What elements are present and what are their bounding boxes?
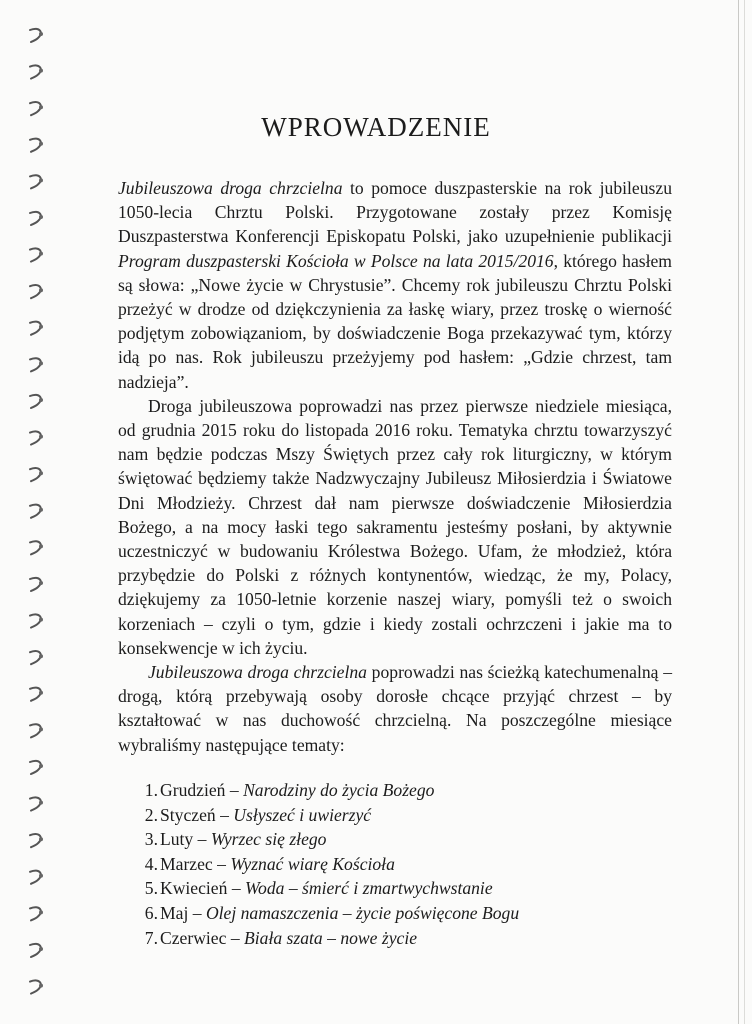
spiral-binding — [0, 0, 60, 1024]
topic-number: 3. — [144, 829, 158, 850]
topic-theme: Wyznać wiarę Kościoła — [230, 853, 395, 874]
spiral-hole — [39, 727, 43, 731]
topic-item — [130, 778, 519, 803]
spiral-hole — [39, 398, 43, 402]
topic-separator: – — [225, 780, 244, 800]
spiral-coil — [30, 578, 41, 591]
topic-separator: – — [193, 829, 211, 850]
spiral-coil — [30, 431, 41, 444]
paragraph-text: , którego hasłem są słowa: „Nowe życie w Chrystusie”. Chcemy rok jubileuszu Chrztu Polski przeżyć w drodze od dziękczynienia za łaskę wiary, przez troskę o wierność podjętym zobowiązaniom, by doświadczenie Boga przekazywać tym, którzy idą po nas. Rok jubileuszu przeżyjemy pod hasłem: „Gdzie chrzest, tam nadzieja”. — [118, 250, 672, 392]
spiral-hole — [39, 910, 43, 914]
topic-theme: Olej namaszczenia – życie poświęcone Bogu — [205, 902, 520, 923]
topic-number: 2. — [144, 804, 158, 825]
spiral-hole — [39, 801, 43, 805]
spiral-coil — [30, 834, 41, 847]
spiral-coil — [30, 285, 41, 298]
spiral-coil — [30, 29, 41, 42]
spiral-hole — [39, 618, 43, 622]
topic-theme: Usłyszeć i uwierzyć — [233, 804, 372, 825]
spiral-coil — [30, 797, 41, 810]
paragraph-2 — [118, 394, 672, 660]
paragraph-text: poprowadzi nas ścieżką katechumenalną – drogą, którą przebywają osoby dorosłe chcące przyjąć chrzest – by kształtować w nas duchowość chrzcielną. Na poszczególne miesiące wybraliśmy następujące tematy: — [118, 662, 672, 755]
spiral-hole — [39, 764, 43, 768]
page-title: WPROWADZENIE — [261, 112, 491, 143]
spiral-coil — [30, 980, 41, 993]
spiral-coil — [30, 724, 41, 737]
spiral-coil — [30, 322, 41, 335]
spiral-coil — [30, 505, 41, 518]
paragraph-1 — [118, 176, 672, 394]
italic-title: Program duszpasterski Kościoła w Polsce na lata 2015/2016 — [118, 250, 554, 271]
spiral-hole — [39, 215, 43, 219]
spiral-hole — [39, 361, 43, 365]
spiral-coil — [30, 614, 41, 627]
spiral-coil — [30, 944, 41, 957]
topic-separator: – — [227, 878, 246, 899]
spiral-coil — [30, 871, 41, 884]
spiral-coil — [30, 907, 41, 920]
topic-separator: – — [188, 902, 206, 923]
spiral-coil — [30, 212, 41, 225]
topic-month: Luty — [160, 829, 194, 850]
page-edge-back — [744, 0, 745, 1024]
spiral-hole — [39, 984, 43, 988]
spiral-hole — [39, 544, 43, 548]
topic-theme: Narodziny do życia Bożego — [243, 780, 435, 800]
topic-item — [130, 926, 519, 951]
spiral-coil — [30, 65, 41, 78]
italic-title: Jubileuszowa droga chrzcielna — [148, 662, 367, 683]
topic-month: Kwiecień — [160, 878, 228, 899]
spiral-coil — [30, 541, 41, 554]
spiral-hole — [39, 874, 43, 878]
spiral-coil — [30, 761, 41, 774]
topic-month: Maj — [160, 902, 189, 923]
spiral-hole — [39, 105, 43, 109]
topic-separator: – — [215, 804, 234, 825]
topic-month: Czerwiec — [160, 927, 227, 948]
spiral-hole — [39, 325, 43, 329]
paragraph-text: to pomoce duszpasterskie na rok jubileuszu 1050-lecia Chrztu Polski. Przygotowane zostały przez Komisję Duszpasterstwa Konferencji Episkopatu Polski, jako uzupełnienie publikacji — [118, 178, 672, 247]
spiral-hole — [39, 32, 43, 36]
spiral-hole — [39, 69, 43, 73]
topic-month: Grudzień — [160, 780, 226, 800]
topic-theme: Biała szata – nowe życie — [244, 927, 418, 948]
spiral-hole — [39, 837, 43, 841]
page-edge — [738, 0, 739, 1024]
topic-number: 6. — [144, 902, 158, 923]
spiral-hole — [39, 288, 43, 292]
spiral-hole — [39, 947, 43, 951]
spiral-hole — [39, 435, 43, 439]
topic-month: Styczeń — [160, 804, 216, 825]
topic-item — [130, 901, 519, 926]
topic-number: 7. — [144, 927, 158, 948]
spiral-coil — [30, 175, 41, 188]
topic-number: 5. — [144, 878, 158, 899]
spiral-coil — [30, 395, 41, 408]
topic-number: 1. — [144, 780, 158, 800]
topic-item — [130, 803, 519, 828]
spiral-hole — [39, 178, 43, 182]
spiral-hole — [39, 691, 43, 695]
spiral-coil — [30, 358, 41, 371]
spiral-hole — [39, 581, 43, 585]
topic-item — [130, 852, 519, 877]
topic-item — [130, 876, 519, 901]
paragraph-text: Droga jubileuszowa poprowadzi nas przez pierwsze niedziele miesiąca, od grudnia 2015 roku do listopada 2016 roku. Tematyka chrztu towarzyszyć nam będzie podczas Mszy Świętych przez cały rok liturgiczny, w którym świętować będziemy także Nadzwyczajny Jubileusz Miłosierdzia i Światowe Dni Młodzieży. Chrzest dał nam pierwsze doświadczenie Miłosierdzia Bożego, a na mocy łaski tego sakramentu jesteśmy posłani, by aktywnie uczestniczyć w budowaniu Królestwa Bożego. Ufam, że młodzież, która przybędzie do Polski z różnych kontynentów, wiedząc, że my, Polacy, dziękujemy za 1050-letnie korzenie naszej wiary, pomyśli też o swoich korzeniach – czyli o tym, gdzie i kiedy zostali ochrzczeni i jakie ma to konsekwencje w ich życiu. — [118, 395, 672, 658]
body-text — [118, 176, 672, 757]
topic-separator: – — [226, 927, 245, 948]
topic-theme: Wyrzec się złego — [210, 829, 327, 850]
topics-list — [130, 778, 519, 950]
topic-number: 4. — [144, 853, 158, 874]
spiral-hole — [39, 252, 43, 256]
italic-title: Jubileuszowa droga chrzcielna — [118, 178, 343, 198]
topic-item — [130, 827, 519, 852]
spiral-hole — [39, 654, 43, 658]
topic-month: Marzec — [160, 853, 213, 874]
spiral-coil — [30, 651, 41, 664]
spiral-coil — [30, 688, 41, 701]
topic-theme: Woda – śmierć i zmartwychwstanie — [245, 878, 493, 899]
spiral-hole — [39, 508, 43, 512]
spiral-coil — [30, 248, 41, 261]
spiral-coil — [30, 468, 41, 481]
topic-separator: – — [212, 853, 231, 874]
paragraph-3 — [118, 660, 672, 757]
spiral-hole — [39, 471, 43, 475]
